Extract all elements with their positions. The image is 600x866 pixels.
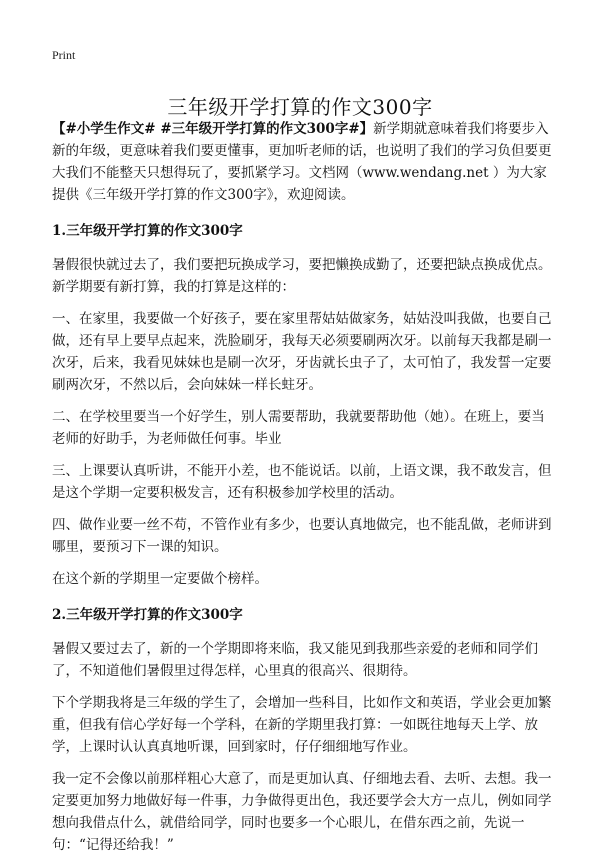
paragraph: 二、在学校里要当一个好学生，别人需要帮助，我就要帮助他（她）。在班上，要当老师的好助手，为老师做任何事。毕业 xyxy=(52,409,545,447)
article-body xyxy=(52,118,552,866)
section-heading-2: 2.三年级开学打算的作文300字 xyxy=(52,607,243,623)
intro-tag: 【#小学生作文# #三年级开学打算的作文300字#】 xyxy=(52,121,374,137)
intro-paragraph xyxy=(52,118,552,206)
paragraph: 下个学期我将是三年级的学生了，会增加一些科目，比如作文和英语，学业会更加繁重，但我有信心学好每一个学科，在新的学期里我打算：一如既往地每天上学、放学，上课时认认真真地听课，回到家时，仔仔细细地写作业。 xyxy=(52,695,552,755)
paragraph: 一、在家里，我要做一个好孩子，要在家里帮姑姑做家务，姑姑没叫我做，也要自己做，还有早上要早点起来，洗脸刷牙，我每天必须要刷两次牙。以前每天我都是刷一次牙，后来，我看见妹妹也是刷一次牙，牙齿就长虫子了，太可怕了，我发誓一定要刷两次牙，不然以后，会向妹妹一样长蛀牙。 xyxy=(52,311,552,393)
paragraph: 在这个新的学期里一定要做个榜样。 xyxy=(52,571,268,587)
paragraph: 我一定不会像以前那样粗心大意了，而是更加认真、仔细地去看、去听、去想。我一定要更加努力地做好每一件事，力争做得更出色，我还要学会大方一点儿，例如同学想向我借点什么，就借给同学，同时也要多一个心眼儿，在借东西之前，先说一句：“记得还给我！” xyxy=(52,771,552,853)
paragraph: 暑假很快就过去了，我们要把玩换成学习，要把懒换成勤了，还要把缺点换成优点。新学期要有新打算，我的打算是这样的： xyxy=(52,257,552,295)
page-title: 三年级开学打算的作文300字 xyxy=(167,95,433,120)
paragraph: 三、上课要认真听讲，不能开小差，也不能说话。以前，上语文课，我不敢发言，但是这个学期一定要积极发言，还有积极参加学校里的活动。 xyxy=(52,463,552,501)
intro-text: 新学期就意味着我们将要步入新的年级，更意味着我们要更懂事，更加听老师的话，也说明了我们的学习负但要更大我们不能整天只想得玩了，要抓紧学习。文档网（www.wendang.net ）为大家提供《三年级开学打算的作文300字》，欢迎阅读。 xyxy=(52,121,552,203)
paragraph: 暑假又要过去了，新的一个学期即将来临，我又能见到我那些亲爱的老师和同学们了，不知道他们暑假里过得怎样，心里真的很高兴、很期待。 xyxy=(52,641,538,679)
section-heading-1: 1.三年级开学打算的作文300字 xyxy=(52,223,243,239)
paragraph: 四、做作业要一丝不苟，不管作业有多少，也要认真地做完，也不能乱做，老师讲到哪里，要预习下一课的知识。 xyxy=(52,517,552,555)
print-label: Print xyxy=(52,48,76,62)
